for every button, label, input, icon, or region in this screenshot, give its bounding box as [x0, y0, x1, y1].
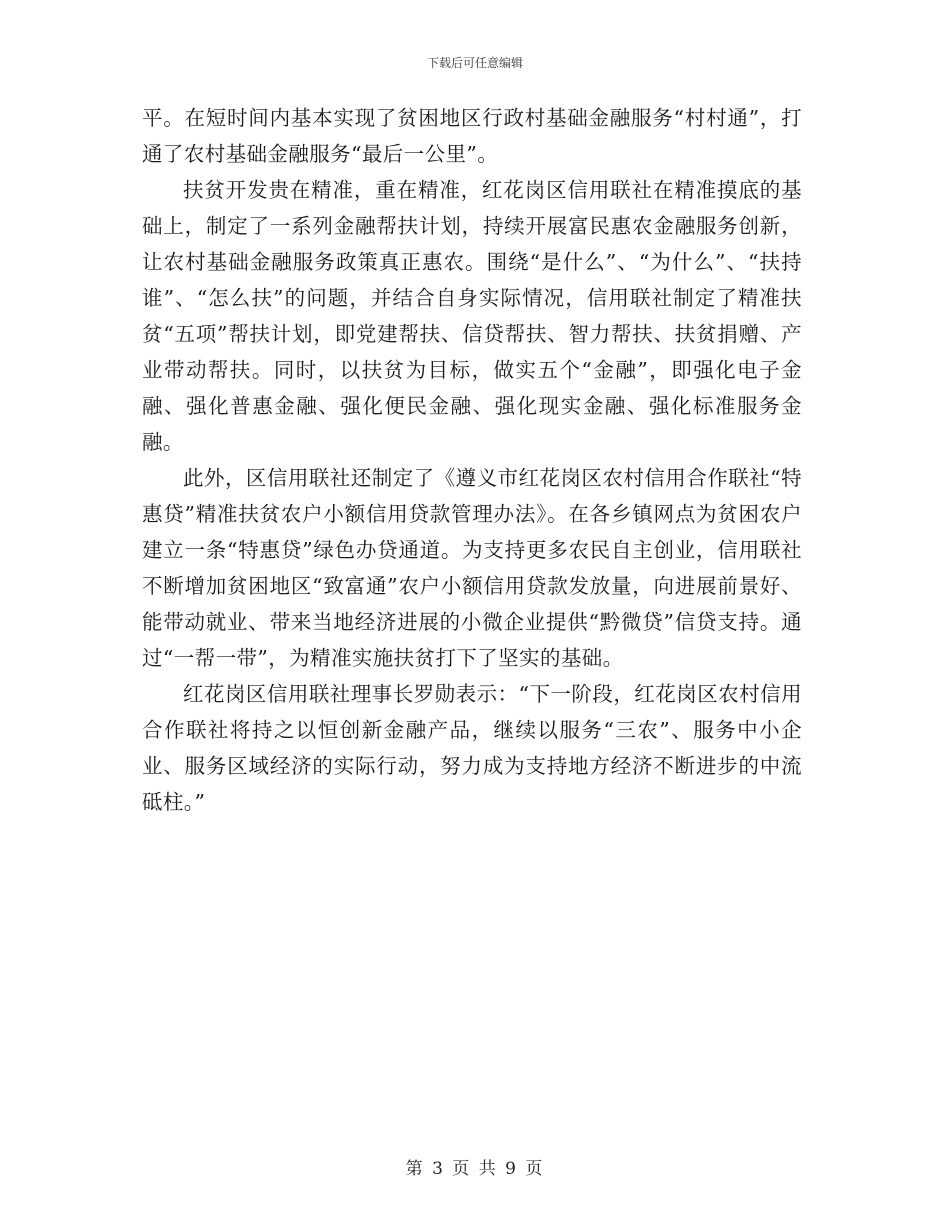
page-header-note: 下载后可任意编辑 — [426, 56, 523, 70]
paragraph: 扶贫开发贵在精准，重在精准，红花岗区信用联社在精准摸底的基础上，制定了一系列金融帮扶计划，持续开展富民惠农金融服务创新，让农村基础金融服务政策真正惠农。围绕“是什么”、“为什么”、“扶持谁”、“怎么扶”的问题，并结合自身实际情况，信用联社制定了精准扶贫“五项”帮扶计划，即党建帮扶、信贷帮扶、智力帮扶、扶贫捐赠、产业带动帮扶。同时，以扶贫为目标，做实五个“金融”，即强化电子金融、强化普惠金融、强化便民金融、强化现实金融、强化标准服务金融。 — [142, 178, 802, 454]
document-body — [142, 100, 802, 820]
paragraph-continuation: 平。在短时间内基本实现了贫困地区行政村基础金融服务“村村通”，打通了农村基础金融服务“最后一公里”。 — [142, 106, 802, 166]
paragraph: 红花岗区信用联社理事长罗勋表示：“下一阶段，红花岗区农村信用合作联社将持之以恒创新金融产品，继续以服务“三农”、服务中小企业、服务区域经济的实际行动，努力成为支持地方经济不断进步的中流砥柱。” — [142, 682, 802, 814]
paragraph: 此外，区信用联社还制定了《遵义市红花岗区农村信用合作联社“特惠贷”精准扶贫农户小额信用贷款管理办法》。在各乡镇网点为贫困农户建立一条“特惠贷”绿色办贷通道。为支持更多农民自主创业，信用联社不断增加贫困地区“致富通”农户小额信用贷款发放量，向进展前景好、能带动就业、带来当地经济进展的小微企业提供“黔微贷”信贷支持。通过“一帮一带”，为精准实施扶贫打下了坚实的基础。 — [142, 466, 802, 670]
page-number-footer: 第 3 页 共 9 页 — [405, 1159, 545, 1179]
